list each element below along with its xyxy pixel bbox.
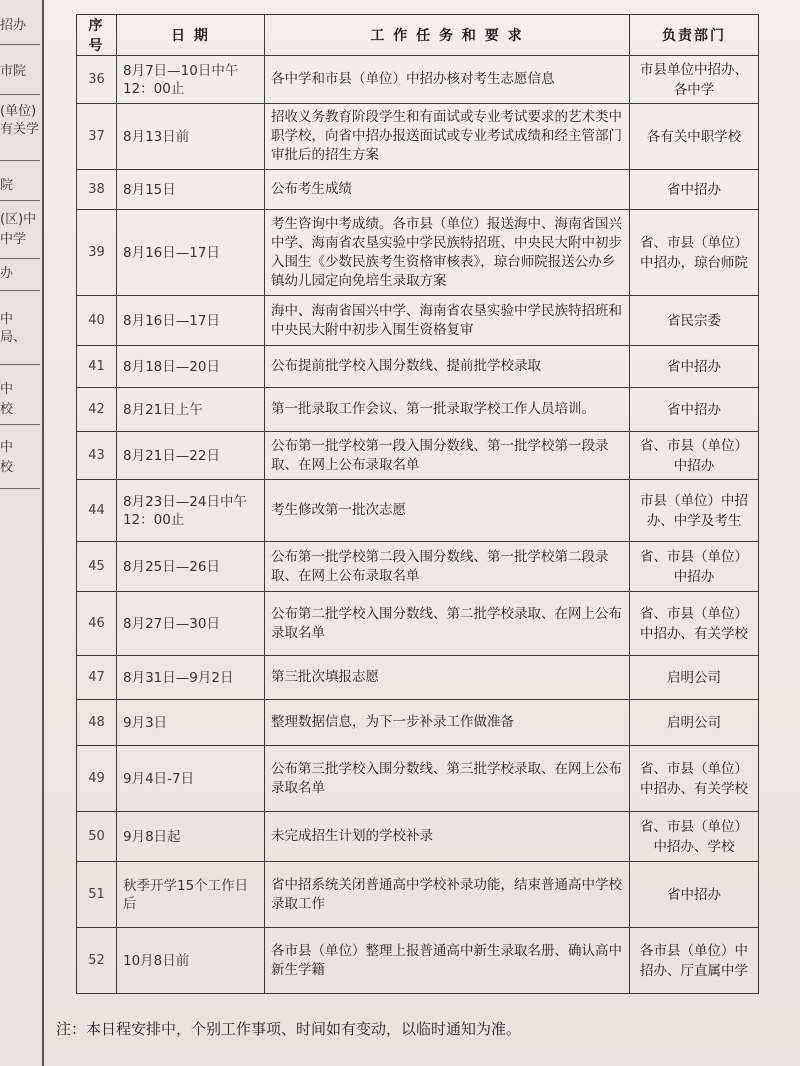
row-task: 海中、海南省国兴中学、海南省农垦实验中学民族特招班和中央民大附中初步入围生资格复审: [265, 296, 630, 346]
table-header-row: [77, 15, 759, 56]
row-task: 公布第一批学校第二段入围分数线、第一批学校第二段录取、在网上公布录取名单: [265, 542, 630, 592]
row-seq: 38: [77, 170, 117, 210]
footnote: 注：本日程安排中，个别工作事项、时间如有变动，以临时通知为准。: [56, 1020, 522, 1038]
row-date: 8月21日—22日: [117, 432, 265, 480]
row-task: 考生修改第一批次志愿: [265, 480, 630, 542]
table-row: [77, 542, 759, 592]
row-date: 8月23日—24日中午12：00止: [117, 480, 265, 542]
row-dept: 省、市县（单位）中招办、有关学校: [630, 592, 759, 656]
row-dept: 省中招办: [630, 862, 759, 928]
prev-rule: [0, 94, 40, 95]
row-task: 公布提前批学校入围分数线、提前批学校录取: [265, 346, 630, 388]
previous-page-edge: [0, 0, 44, 1066]
prev-fragment: 中: [0, 440, 14, 455]
row-seq: 45: [77, 542, 117, 592]
row-task: 未完成招生计划的学校补录: [265, 812, 630, 862]
row-dept: 市县（单位）中招办、中学及考生: [630, 480, 759, 542]
row-dept: 省、市县（单位）中招办，琼台师院: [630, 210, 759, 296]
row-task: 公布第二批学校入围分数线、第二批学校录取、在网上公布录取名单: [265, 592, 630, 656]
row-seq: 47: [77, 656, 117, 700]
prev-fragment: 中: [0, 382, 14, 397]
table-row: [77, 104, 759, 170]
row-seq: 46: [77, 592, 117, 656]
row-seq: 39: [77, 210, 117, 296]
prev-fragment: 办: [0, 266, 14, 281]
row-task: 各中学和市县（单位）中招办核对考生志愿信息: [265, 56, 630, 104]
table-row: [77, 700, 759, 746]
row-task: 公布第一批学校第一段入围分数线、第一批学校第一段录取、在网上公布录取名单: [265, 432, 630, 480]
row-seq: 49: [77, 746, 117, 812]
row-dept: 省中招办: [630, 388, 759, 432]
row-date: 8月31日—9月2日: [117, 656, 265, 700]
row-task: 招收义务教育阶段学生和有面试或专业考试要求的艺术类中职学校，向省中招办报送面试或专业考试成绩和经主管部门审批后的招生方案: [265, 104, 630, 170]
row-dept: 启明公司: [630, 656, 759, 700]
prev-fragment: 校: [0, 402, 14, 417]
row-seq: 50: [77, 812, 117, 862]
header-date: 日 期: [117, 15, 265, 56]
row-dept: 省、市县（单位）中招办: [630, 542, 759, 592]
row-task: 各市县（单位）整理上报普通高中新生录取名册、确认高中新生学籍: [265, 928, 630, 994]
row-date: 秋季开学15个工作日后: [117, 862, 265, 928]
row-date: 10月8日前: [117, 928, 265, 994]
row-dept: 启明公司: [630, 700, 759, 746]
row-seq: 42: [77, 388, 117, 432]
prev-fragment: 有关学: [0, 122, 40, 137]
prev-fragment: 校: [0, 460, 14, 475]
row-seq: 40: [77, 296, 117, 346]
row-date: 8月13日前: [117, 104, 265, 170]
prev-rule: [0, 364, 40, 365]
row-task: 公布考生成绩: [265, 170, 630, 210]
row-task: 第一批录取工作会议、第一批录取学校工作人员培训。: [265, 388, 630, 432]
prev-fragment: 院: [0, 178, 14, 193]
row-dept: 省中招办: [630, 170, 759, 210]
row-task: 考生咨询中考成绩。各市县（单位）报送海中、海南省国兴中学、海南省农垦实验中学民族特招班、中央民大附中初步入围生《少数民族考生资格审核表》，琼台师院报送公办乡镇幼儿园定向免培生录取方案: [265, 210, 630, 296]
prev-fragment: 局、: [0, 330, 27, 345]
prev-rule: [0, 44, 40, 45]
row-dept: 各市县（单位）中招办、厅直属中学: [630, 928, 759, 994]
table-row: [77, 928, 759, 994]
prev-fragment: 中学: [0, 232, 27, 247]
row-date: 8月25日—26日: [117, 542, 265, 592]
row-task: 第三批次填报志愿: [265, 656, 630, 700]
table-row: [77, 296, 759, 346]
row-seq: 48: [77, 700, 117, 746]
prev-rule: [0, 488, 40, 489]
row-date: 8月21日上午: [117, 388, 265, 432]
row-date: 8月15日: [117, 170, 265, 210]
prev-fragment: 招办: [0, 18, 27, 33]
row-dept: 省中招办: [630, 346, 759, 388]
row-task: 公布第三批学校入围分数线、第三批学校录取、在网上公布录取名单: [265, 746, 630, 812]
row-dept: 省、市县（单位）中招办: [630, 432, 759, 480]
row-dept: 各有关中职学校: [630, 104, 759, 170]
prev-fragment: 中: [0, 312, 14, 327]
prev-rule: [0, 200, 40, 201]
prev-fragment: 市院: [0, 64, 27, 79]
table-row: [77, 56, 759, 104]
header-dept: 负责部门: [630, 15, 759, 56]
table-row: [77, 656, 759, 700]
table-row: [77, 432, 759, 480]
row-dept: 省、市县（单位）中招办、有关学校: [630, 746, 759, 812]
row-date: 9月4日-7日: [117, 746, 265, 812]
row-date: 8月7日—10日中午12：00止: [117, 56, 265, 104]
row-dept: 省民宗委: [630, 296, 759, 346]
table-row: [77, 592, 759, 656]
table-row: [77, 210, 759, 296]
header-task: 工 作 任 务 和 要 求: [265, 15, 630, 56]
schedule-table-container: [76, 14, 758, 994]
table-row: [77, 812, 759, 862]
row-seq: 37: [77, 104, 117, 170]
prev-rule: [0, 290, 40, 291]
table-row: [77, 862, 759, 928]
prev-rule: [0, 424, 40, 425]
row-date: 8月16日—17日: [117, 210, 265, 296]
row-seq: 36: [77, 56, 117, 104]
row-date: 8月27日—30日: [117, 592, 265, 656]
prev-fragment: (区)中: [0, 212, 37, 227]
row-date: 8月16日—17日: [117, 296, 265, 346]
row-seq: 52: [77, 928, 117, 994]
row-seq: 51: [77, 862, 117, 928]
row-date: 8月18日—20日: [117, 346, 265, 388]
prev-rule: [0, 258, 40, 259]
row-dept: 省、市县（单位）中招办、学校: [630, 812, 759, 862]
prev-rule: [0, 160, 40, 161]
row-task: 整理数据信息，为下一步补录工作做准备: [265, 700, 630, 746]
row-date: 9月3日: [117, 700, 265, 746]
row-task: 省中招系统关闭普通高中学校补录功能，结束普通高中学校录取工作: [265, 862, 630, 928]
prev-fragment: (单位): [0, 104, 37, 119]
table-row: [77, 388, 759, 432]
row-seq: 43: [77, 432, 117, 480]
row-seq: 41: [77, 346, 117, 388]
row-dept: 市县单位中招办、各中学: [630, 56, 759, 104]
table-row: [77, 170, 759, 210]
table-row: [77, 346, 759, 388]
table-row: [77, 480, 759, 542]
table-row: [77, 746, 759, 812]
schedule-table: [76, 14, 759, 994]
row-date: 9月8日起: [117, 812, 265, 862]
header-seq: 序号: [77, 15, 117, 56]
row-seq: 44: [77, 480, 117, 542]
